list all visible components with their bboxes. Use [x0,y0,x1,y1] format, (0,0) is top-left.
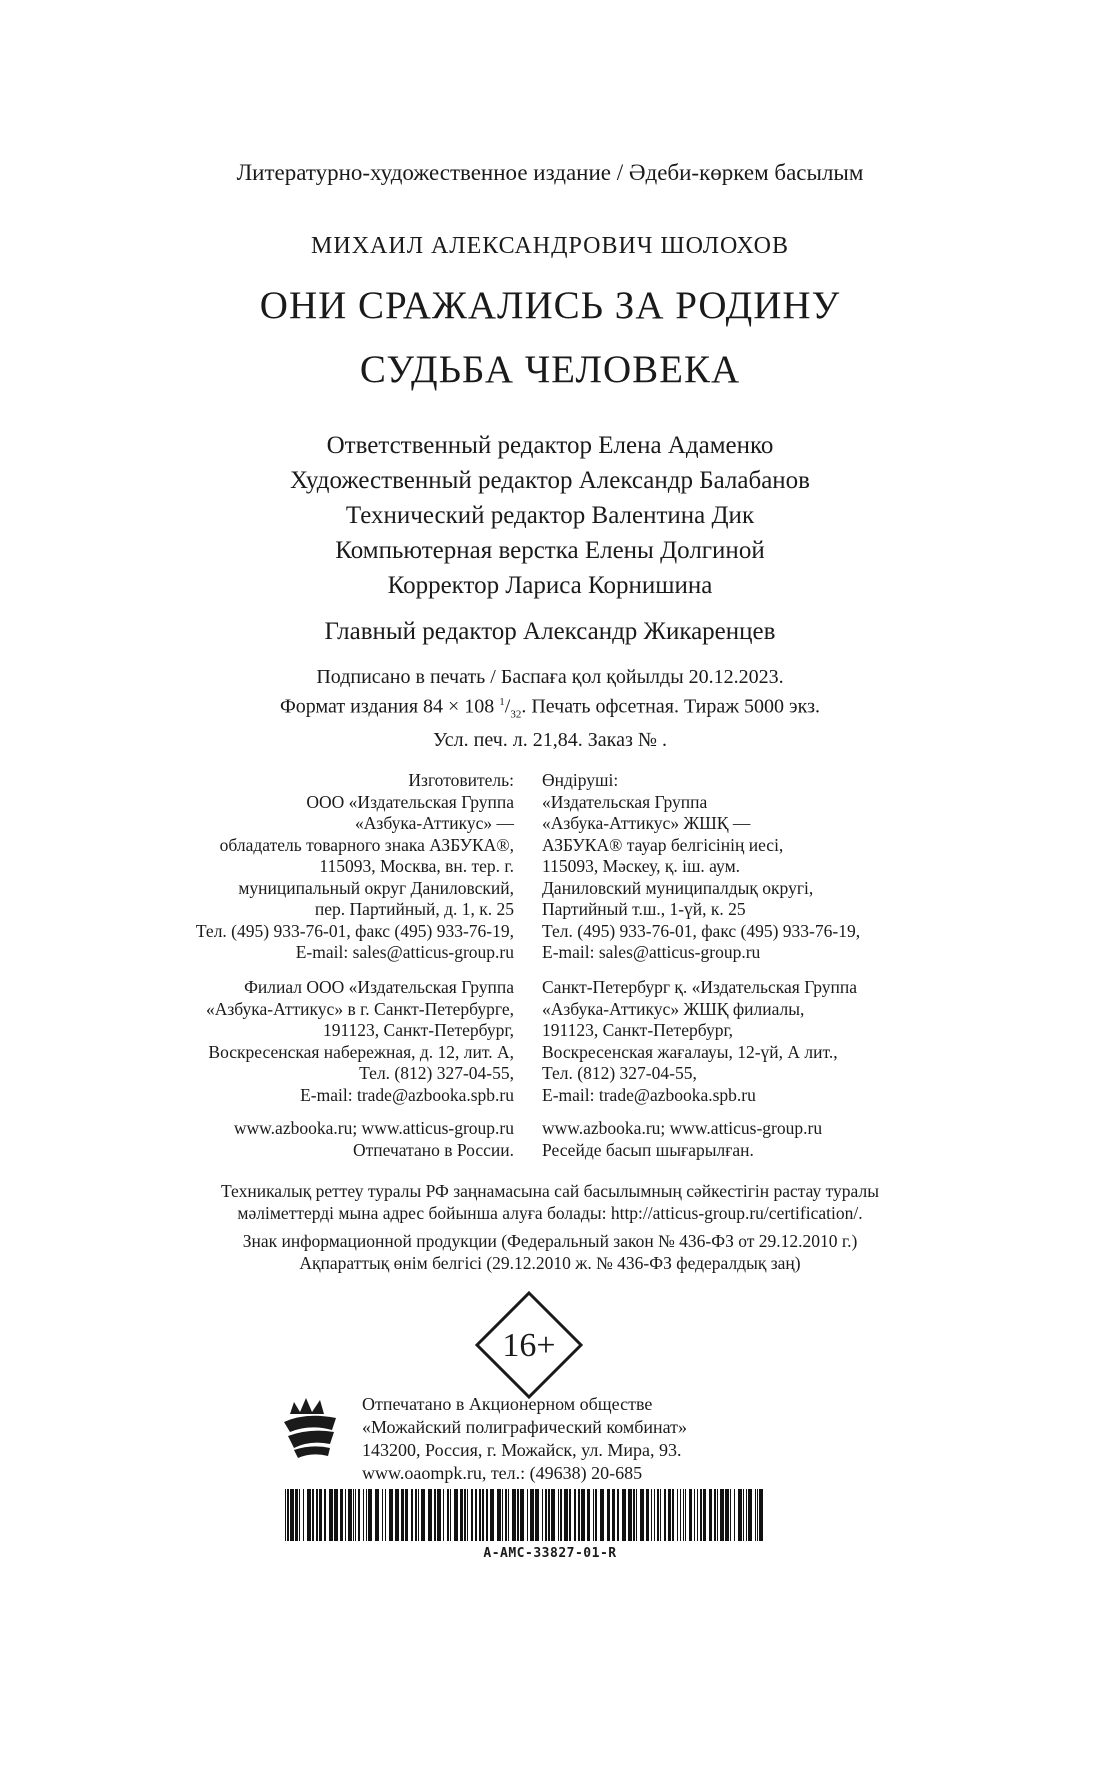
manufacturer-kz-line: E-mail: sales@atticus-group.ru [542,942,761,962]
barcode-bar [389,1489,393,1541]
branch-kz-line: Санкт-Петербург қ. «Издательская Группа [542,977,857,997]
chief-editor: Главный редактор Александр Жикаренцев [324,618,776,645]
manufacturer-kz-line: АЗБУКА® тауар белгісінің иесі, [542,834,784,855]
manufacturer-ru [196,770,514,964]
barcode-bar [355,1489,356,1541]
web-ru-line: www.azbooka.ru; www.atticus-group.ru [233,1118,514,1138]
branch-ru-line: E-mail: trade@azbooka.spb.ru [300,1084,514,1105]
barcode-bar [542,1489,543,1541]
barcode-bar [497,1489,501,1541]
barcode-bar [738,1489,742,1541]
barcode-bar [334,1489,338,1541]
branch-ru-line: «Азбука-Аттикус» в г. Санкт-Петербурге, [206,998,514,1019]
barcode [285,1489,765,1541]
barcode-bar [375,1489,379,1541]
barcode-bar [746,1489,747,1541]
branch-kz [542,977,857,1106]
barcode-bar [285,1489,286,1541]
branch-ru-line: Воскресенская набережная, д. 12, лит. А, [208,1041,514,1062]
barcode-bar [578,1489,580,1541]
barcode-bar [471,1489,473,1541]
barcode-bar [646,1489,649,1541]
barcode-bar [725,1489,729,1541]
branch-kz-line: Воскресенская жағалауы, 12-үй, А лит., [542,1041,838,1062]
web-kz-line: www.azbooka.ru; www.atticus-group.ru [542,1118,823,1138]
printer-line: www.oaompk.ru, тел.: (49638) 20-685 [362,1463,643,1483]
web-kz [542,1118,822,1161]
barcode-bar [757,1489,758,1541]
printer-info [362,1393,687,1485]
barcode-bar [587,1489,590,1541]
manufacturer-kz-line: Өндіруші: [542,770,619,790]
printer-line: «Можайский полиграфический комбинат» [362,1417,688,1437]
printer-line: 143200, Россия, г. Можайск, ул. Мира, 93. [362,1440,682,1460]
barcode-bar [366,1489,367,1541]
manufacturer-ru-line: E-mail: sales@atticus-group.ru [295,942,514,962]
barcode-bar [672,1489,674,1541]
editor-line: Корректор Лариса Корнишина [387,572,713,599]
barcode-bar [290,1489,294,1541]
barcode-bar [607,1489,610,1541]
barcode-bar [748,1489,752,1541]
barcode-bar [685,1489,686,1541]
manufacturer-kz-line: Партийный т.ш., 1-үй, к. 25 [542,899,746,919]
tech-regulation-line: мәліметтерді мына адрес бойынша алуға болады: http://atticus-group.ru/certification/. [237,1203,863,1223]
info-sign [0,1230,1100,1274]
barcode-bar [460,1489,463,1541]
barcode-bar [689,1489,692,1541]
signed-date: Подписано в печать / Баспаға қол қойылды 20.12.2023. [316,666,784,688]
branch-ru-line: Филиал ООО «Издательская Группа [244,977,514,997]
barcode-bar [545,1489,547,1541]
manufacturer-ru-line: ООО «Издательская Группа [306,791,514,812]
barcode-bar [743,1489,744,1541]
barcode-bar [535,1489,539,1541]
manufacturer-ru-line: «Азбука-Аттикус» — [355,813,514,833]
barcode-bar [418,1489,419,1541]
barcode-bar [490,1489,494,1541]
barcode-bar [617,1489,619,1541]
barcode-bar [734,1489,735,1541]
barcode-bar [600,1489,604,1541]
barcode-bar [683,1489,684,1541]
manufacturer-kz-line: «Азбука-Аттикус» ЖШҚ — [542,813,751,833]
barcode-bar [527,1489,528,1541]
barcode-bar [636,1489,637,1541]
barcode-bar [548,1489,550,1541]
manufacturer-ru-line: Изготовитель: [408,770,514,790]
barcode-bar [428,1489,432,1541]
barcode-bar [348,1489,352,1541]
barcode-bar [475,1489,477,1541]
barcode-bar [530,1489,534,1541]
barcode-bar [502,1489,503,1541]
barcode-bar [295,1489,298,1541]
format-den: 32 [510,708,522,721]
editors-list [0,428,1100,603]
barcode-bar [714,1489,716,1541]
barcode-bar [700,1489,702,1541]
manufacturer-ru-line: Тел. (495) 933-76-01, факс (495) 933-76-19, [195,920,514,941]
barcode-bar [612,1489,615,1541]
barcode-bar [660,1489,661,1541]
barcode-bar [654,1489,655,1541]
barcode-bar [319,1489,322,1541]
info-sign-line: Знак информационной продукции (Федеральный закон № 436-ФЗ от 29.12.2010 г.) [242,1231,858,1251]
tech-regulation [0,1180,1100,1224]
manufacturer-kz-line: «Издательская Группа [542,791,708,812]
barcode-bar [316,1489,318,1541]
barcode-bar [759,1489,763,1541]
barcode-bar [668,1489,671,1541]
barcode-bar [395,1489,399,1541]
series-line: Литературно-художественное издание / Әдеби-көркем басылым [236,160,864,185]
barcode-bar [415,1489,417,1541]
barcode-bar [520,1489,524,1541]
printer-line: Отпечатано в Акционерном обществе [362,1394,653,1414]
barcode-bar [595,1489,597,1541]
barcode-bar [633,1489,635,1541]
format-suffix: . Печать офсетная. Тираж 5000 экз. [521,695,820,718]
barcode-bar [657,1489,659,1541]
manufacturer-kz [542,770,860,964]
manufacturer-ru-line: муниципальный округ Даниловский, [238,877,514,898]
manufacturer-ru-line: обладатель товарного знака АЗБУКА®, [219,834,514,855]
barcode-bar [482,1489,484,1541]
book-title-1: ОНИ СРАЖАЛИСЬ ЗА РОДИНУ [259,284,841,327]
barcode-bar [303,1489,304,1541]
barcode-bar [717,1489,718,1541]
barcode-bar [697,1489,698,1541]
barcode-bar [517,1489,519,1541]
crown-logo-icon [280,1392,340,1460]
barcode-bar [512,1489,516,1541]
barcode-bar [287,1489,289,1541]
branch-ru-line: 191123, Санкт-Петербург, [322,1020,514,1040]
editor-line: Технический редактор Валентина Дик [345,502,755,529]
info-sign-line: Ақпараттық өнім белгісі (29.12.2010 ж. № 436-ФЗ федералдық заң) [299,1253,801,1273]
barcode-bar [755,1489,756,1541]
barcode-bar [479,1489,481,1541]
barcode-bar [450,1489,451,1541]
barcode-code: A-AMC-33827-01-R [483,1546,617,1561]
barcode-bar [437,1489,441,1541]
barcode-bar [593,1489,594,1541]
barcode-bar [569,1489,571,1541]
manufacturer-kz-line: Даниловский муниципалдық округі, [542,877,814,898]
barcode-bar [628,1489,632,1541]
barcode-bar [447,1489,449,1541]
manufacturer-ru-line: пер. Партийный, д. 1, к. 25 [314,899,514,919]
branch-kz-line: Тел. (812) 327-04-55, [542,1063,697,1083]
barcode-bar [622,1489,626,1541]
barcode-bar [720,1489,724,1541]
web-ru-line: Отпечатано в России. [353,1139,514,1160]
barcode-bar [345,1489,346,1541]
branch-ru-line: Тел. (812) 327-04-55, [359,1063,514,1083]
barcode-bar [443,1489,444,1541]
manufacturer-kz-line: 115093, Мәскеу, қ. іш. аум. [542,856,741,876]
manufacturer-kz-line: Тел. (495) 933-76-01, факс (495) 933-76-19, [542,920,861,941]
barcode-bar [709,1489,712,1541]
author-name: МИХАИЛ АЛЕКСАНДРОВИЧ ШОЛОХОВ [311,233,789,259]
barcode-bar [329,1489,333,1541]
barcode-bar [454,1489,458,1541]
barcode-bar [434,1489,436,1541]
branch-kz-line: «Азбука-Аттикус» ЖШҚ филиалы, [542,998,805,1019]
barcode-bar [324,1489,326,1541]
barcode-bar [730,1489,731,1541]
barcode-bar [411,1489,413,1541]
barcode-bar [307,1489,311,1541]
age-rating: 16+ [502,1327,556,1364]
tech-regulation-line: Техникалық реттеу туралы РФ заңнамасына сай басылымның сәйкестігін растау туралы [221,1181,879,1201]
barcode-bar [551,1489,555,1541]
barcode-bar [368,1489,372,1541]
barcode-bar [401,1489,404,1541]
barcode-bar [640,1489,644,1541]
barcode-bar [340,1489,343,1541]
barcode-bar [467,1489,468,1541]
sheets-line: Усл. печ. л. 21,84. Заказ № . [433,728,667,751]
editor-line: Ответственный редактор Елена Адаменко [326,432,774,459]
format-num: 1 [499,696,505,708]
branch-ru [206,977,514,1106]
format-line: Формат издания 84 × 108 $^1/_{32}$. Печать офсетная. Тираж 5000 экз. [280,695,820,721]
barcode-bar [382,1489,383,1541]
branch-kz-line: E-mail: trade@azbooka.spb.ru [542,1084,756,1105]
barcode-bar [353,1489,354,1541]
barcode-bar [312,1489,314,1541]
barcode-bar [385,1489,386,1541]
barcode-bar [363,1489,364,1541]
barcode-bar [680,1489,681,1541]
barcode-bar [358,1489,360,1541]
barcode-bar [581,1489,585,1541]
barcode-bar [558,1489,559,1541]
book-title-2: СУДЬБА ЧЕЛОВЕКА [359,348,741,391]
barcode-bar [299,1489,300,1541]
barcode-bar [694,1489,695,1541]
editor-line: Компьютерная верстка Елены Долгиной [335,537,765,564]
barcode-bar [651,1489,652,1541]
barcode-bar [703,1489,706,1541]
web-kz-line: Ресейде басып шығарылған. [542,1139,754,1160]
print-info [0,665,1100,753]
barcode-bar [486,1489,488,1541]
barcode-bar [508,1489,509,1541]
barcode-bar [574,1489,576,1541]
editor-line: Художественный редактор Александр Балабанов [290,467,810,494]
barcode-bar [464,1489,466,1541]
manufacturer-ru-line: 115093, Москва, вн. тер. г. [319,856,514,876]
barcode-bar [564,1489,568,1541]
format-prefix: Формат издания 84 × 108 [280,695,500,718]
barcode-bar [421,1489,425,1541]
branch-kz-line: 191123, Санкт-Петербург, [542,1020,734,1040]
barcode-bar [560,1489,562,1541]
barcode-bar [677,1489,678,1541]
barcode-bar [664,1489,666,1541]
barcode-bar [505,1489,507,1541]
barcode-bar [405,1489,408,1541]
web-ru [234,1118,514,1161]
